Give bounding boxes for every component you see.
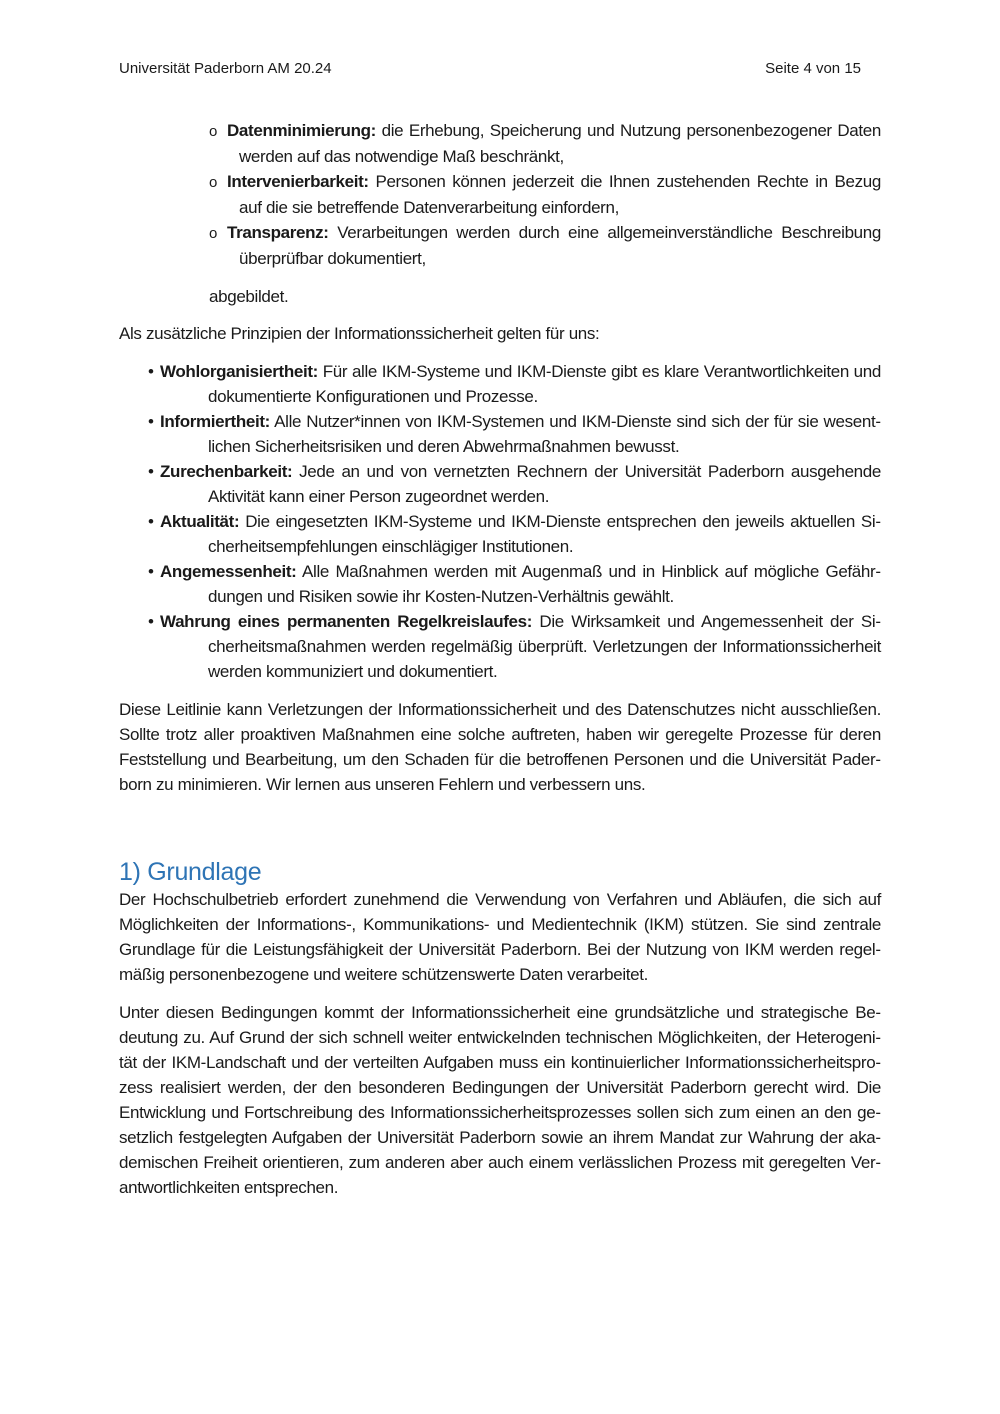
item-term: Transparenz: (227, 223, 329, 242)
list-item (148, 409, 881, 459)
header-document-id: Universität Paderborn AM 20.24 (119, 60, 332, 77)
item-term: Aktualität: (160, 512, 240, 531)
circle-bullet-icon: o (209, 174, 217, 191)
item-text: Die Wirksamkeit und Angemessenheit der Sicherheitsmaßnahmen werden regelmäßig überprüft. Verletzungen der Informationssicherheit werden kommuniziert und dokumentiert. (208, 612, 881, 681)
item-text: Alle Nutzer*innen von IKM-Systemen und IKM-Dienste sind sich der für sie wesentlichen Sicherheitsrisiken und deren Abwehrmaßnahmen bewusst. (208, 412, 881, 456)
principles-intro: Als zusätzliche Prinzipien der Informationssicherheit gelten für uns: (119, 324, 600, 343)
bullet-icon: • (148, 512, 154, 531)
list-item (148, 359, 881, 409)
list-item (148, 609, 881, 684)
header-page-number: Seite 4 von 15 (765, 60, 861, 77)
list-continuation: abgebildet. (209, 287, 289, 306)
item-term: Wohlorganisiertheit: (160, 362, 318, 381)
section-paragraph-1: Der Hochschulbetrieb erfordert zunehmend die Verwendung von Verfahren und Abläufen, die sich auf Möglichkeiten der Informations-, Kommunikations- und Medientechnik (IKM) stützen. Sie sind zentrale Grundlage für die Leistungsfähigkeit der Universität Paderborn. Bei der Nutzung von IKM werden regelmäßig personenbezogene und weitere schützenswerte Daten verarbeitet. (119, 890, 881, 984)
list-item (209, 220, 881, 271)
principles-list (148, 359, 881, 684)
bullet-icon: • (148, 462, 154, 481)
item-term: Datenminimierung: (227, 121, 376, 140)
list-item (148, 459, 881, 509)
list-item (209, 169, 881, 220)
item-text: die Erhebung, Speicherung und Nutzung personenbezogener Daten werden auf das notwendige Maß beschränkt, (239, 121, 881, 166)
item-text: Alle Maßnahmen werden mit Augenmaß und in Hinblick auf mögliche Gefährdungen und Risiken sowie ihr Kosten-Nutzen-Verhältnis gewählt. (208, 562, 881, 606)
item-term: Wahrung eines permanenten Regelkreislaufes: (160, 612, 533, 631)
item-term: Informiertheit: (160, 412, 270, 431)
section-heading: 1) Grundlage (119, 858, 262, 886)
item-text: Jede an und von vernetzten Rechnern der Universität Paderborn ausgehende Aktivität kann einer Person zugeordnet werden. (208, 462, 881, 506)
list-item (209, 118, 881, 169)
item-text: Die eingesetzten IKM-Systeme und IKM-Dienste entsprechen den jeweils aktuellen Sicherheitsempfehlungen einschlägiger Institutionen. (208, 512, 881, 556)
item-text: Personen können jederzeit die Ihnen zustehenden Rechte in Bezug auf die sie betreffende Datenverarbeitung einfordern, (239, 172, 881, 217)
bullet-icon: • (148, 562, 154, 581)
item-text: Verarbeitungen werden durch eine allgemeinverständliche Beschreibung überprüfbar dokumentiert, (239, 223, 881, 268)
bullet-icon: • (148, 612, 154, 631)
section-paragraph-2: Unter diesen Bedingungen kommt der Informationssicherheit eine grundsätzliche und strategische Bedeutung zu. Auf Grund der sich schnell weiter entwickelnden technischen Möglichkeiten, der Heterogenität der IKM-Landschaft und der verteilten Aufgaben muss ein kontinuierlicher Informationssicherheitsprozess realisiert werden, der den besonderen Bedingungen der Universität Paderborn gerecht wird. Die Entwicklung und Fortschreibung des Informationssicherheitsprozesses sollen sich zum einen an den gesetzlich festgelegten Aufgaben der Universität Paderborn sowie an ihrem Mandat zur Wahrung der akademischen Freiheit orientieren, zum anderen aber auch einem verlässlichen Prozess mit geregelten Verantwortlichkeiten entsprechen. (119, 1003, 881, 1197)
list-item (148, 509, 881, 559)
page-content (119, 118, 881, 1200)
item-term: Intervenierbarkeit: (227, 172, 369, 191)
sub-principles-list (209, 118, 881, 271)
item-term: Angemessenheit: (160, 562, 297, 581)
item-text: Für alle IKM-Systeme und IKM-Dienste gibt es klare Verantwortlichkeiten und dokumentierte Konfigurationen und Prozesse. (208, 362, 881, 406)
item-term: Zurechenbarkeit: (160, 462, 293, 481)
bullet-icon: • (148, 362, 154, 381)
circle-bullet-icon: o (209, 225, 217, 242)
list-item (148, 559, 881, 609)
circle-bullet-icon: o (209, 123, 217, 140)
bullet-icon: • (148, 412, 154, 431)
closing-paragraph: Diese Leitlinie kann Verletzungen der Informationssicherheit und des Datenschutzes nicht ausschließen. Sollte trotz aller proaktiven Maßnahmen eine solche auftreten, haben wir geregelte Prozesse für deren Feststellung und Bearbeitung, um den Schaden für die betroffenen Personen und die Universität Paderborn zu minimieren. Wir lernen aus unseren Fehlern und verbessern uns. (119, 700, 881, 794)
